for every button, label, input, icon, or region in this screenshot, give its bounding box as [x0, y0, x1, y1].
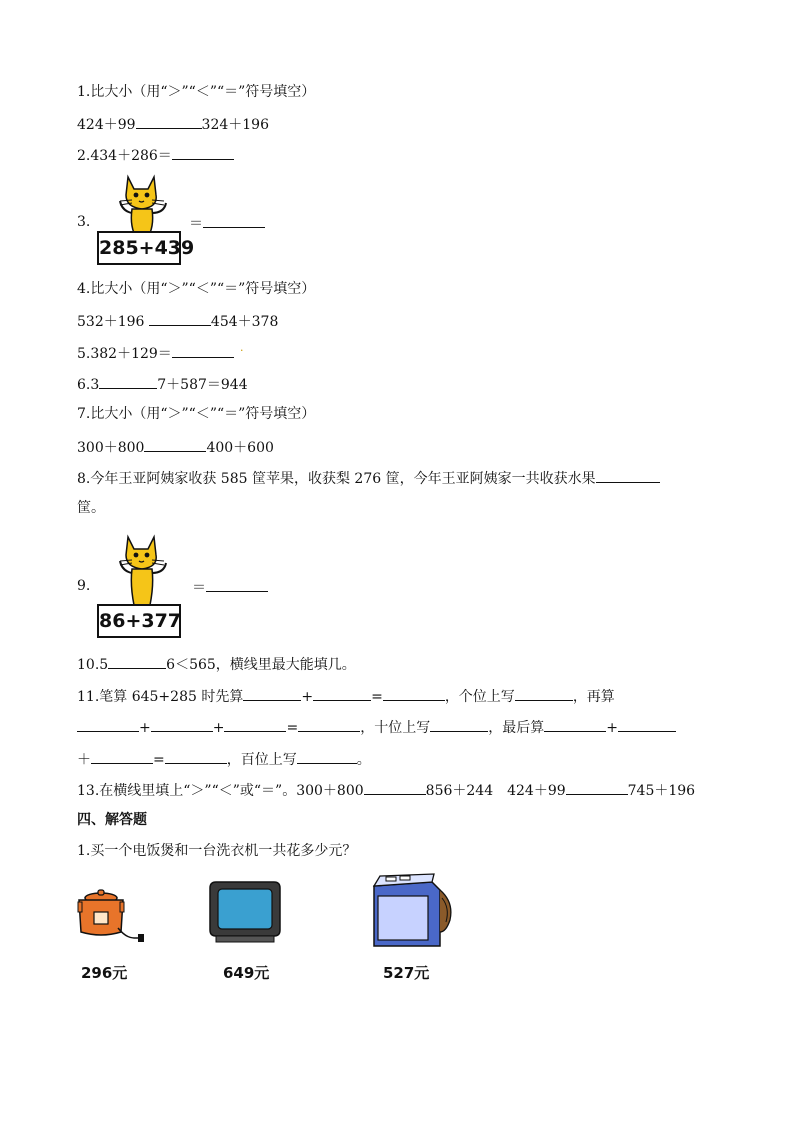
- q10-answer-blank[interactable]: [108, 653, 166, 669]
- q7-title: 7.比大小（用“＞”“＜”“＝”符号填空）: [77, 406, 316, 422]
- q11-last-label: ，最后算: [488, 720, 545, 736]
- q6-line: [77, 373, 248, 395]
- q1-right: 324＋196: [201, 117, 269, 133]
- q3-num: 3.: [77, 214, 91, 230]
- q8-text: 8.今年王亚阿姨家收获 585 筐苹果，收获梨 276 筐，今年王亚阿姨家一共收获水果: [77, 471, 596, 487]
- washing-machine-price: 527元: [383, 964, 430, 982]
- q1-left: 424＋99: [77, 117, 136, 133]
- q2-answer-blank[interactable]: [172, 144, 234, 160]
- q7-right: 400＋600: [206, 440, 274, 456]
- q11-then-label: ，再算: [572, 689, 615, 705]
- q11-blank-14[interactable]: [297, 748, 357, 764]
- q2-text: 2.434＋286＝: [77, 148, 172, 164]
- tv-price: 649元: [223, 964, 270, 982]
- washing-machine-icon: [366, 872, 454, 950]
- q7-left: 300＋800: [77, 440, 145, 456]
- q4-compare: [77, 310, 278, 332]
- q6-pre: 6.3: [77, 377, 100, 393]
- q5-answer-blank[interactable]: [172, 342, 234, 358]
- q11-line2: [77, 716, 676, 738]
- q8-line2: 筐。: [77, 500, 105, 516]
- q11-line3: [77, 748, 371, 770]
- q10-line: [77, 653, 356, 675]
- q9-answer-blank[interactable]: [206, 576, 268, 592]
- q11-blank-10[interactable]: [544, 716, 606, 732]
- q9-answer-line: [192, 576, 268, 598]
- q11-plus: +: [212, 720, 225, 736]
- q8-answer-blank[interactable]: [596, 467, 660, 483]
- q11-end: 。: [356, 752, 371, 768]
- q11-lead-plus: ＋: [77, 752, 91, 768]
- q11-blank-8[interactable]: [298, 716, 360, 732]
- q13-text: 13.在横线里填上“＞”“＜”或“＝”。300＋800: [77, 783, 364, 799]
- q3-answer-blank[interactable]: [203, 212, 265, 228]
- cat-icon: [112, 171, 174, 233]
- stray-mark-icon: ·: [240, 344, 244, 357]
- cat-icon: [112, 531, 174, 605]
- rice-cooker-price: 296元: [81, 964, 128, 982]
- rice-cooker-icon: [74, 888, 150, 954]
- q3-answer-line: [189, 212, 265, 234]
- q11-blank-11[interactable]: [618, 716, 676, 732]
- q4-right: 454＋378: [210, 314, 279, 330]
- q9-expression-board: 86+377: [97, 604, 181, 638]
- q13-blank-2[interactable]: [566, 779, 628, 795]
- q9-num: 9.: [77, 578, 91, 594]
- q4-title: 4.比大小（用“＞”“＜”“＝”符号填空）: [77, 281, 316, 297]
- q6-post: 7＋587＝944: [157, 377, 248, 393]
- q11-equals: =: [153, 752, 165, 768]
- problem-1-text: 1.买一个电饭煲和一台洗衣机一共花多少元？: [77, 843, 357, 859]
- q11-plus: +: [139, 720, 151, 736]
- q11-blank-12[interactable]: [91, 748, 153, 764]
- q13-mid: 856＋244 424＋99: [425, 783, 566, 799]
- q2-line: [77, 144, 234, 166]
- tv-icon: [206, 880, 284, 944]
- q10-post: 6＜565，横线里最大能填几。: [166, 657, 356, 673]
- q11-blank-3[interactable]: [383, 685, 445, 701]
- q11-tens-label: ，十位上写: [360, 720, 431, 736]
- q7-answer-blank[interactable]: [144, 436, 206, 452]
- section-title: 四、解答题: [77, 812, 147, 828]
- q4-answer-blank[interactable]: [149, 310, 211, 326]
- q13-line: [77, 779, 695, 801]
- q3-expression-board: 285+439: [97, 231, 181, 265]
- q11-blank-9[interactable]: [430, 716, 488, 732]
- q8-line1: [77, 467, 660, 489]
- q11-equals: =: [286, 720, 299, 736]
- q11-blank-2[interactable]: [313, 685, 371, 701]
- q11-equals: =: [371, 689, 383, 705]
- q11-hundreds-label: ，百位上写: [226, 752, 297, 768]
- q4-left: 532＋196: [77, 314, 145, 330]
- q9-equals: ＝: [192, 580, 206, 596]
- q11-blank-5[interactable]: [77, 716, 139, 732]
- q7-compare: [77, 436, 274, 458]
- q11-blank-6[interactable]: [151, 716, 213, 732]
- q13-end: 745＋196: [627, 783, 696, 799]
- q3-equals: ＝: [189, 216, 203, 232]
- q11-ones-label: ，个位上写: [444, 689, 515, 705]
- q1-answer-blank[interactable]: [136, 113, 202, 129]
- q1-title: 1.比大小（用“＞”“＜”“＝”符号填空）: [77, 84, 316, 100]
- q5-line: [77, 342, 234, 364]
- q10-pre: 10.5: [77, 657, 109, 673]
- q1-compare: [77, 113, 269, 135]
- q11-blank-1[interactable]: [243, 685, 301, 701]
- q11-blank-13[interactable]: [165, 748, 227, 764]
- q11-plus: +: [606, 720, 618, 736]
- q6-answer-blank[interactable]: [99, 373, 157, 389]
- q11-intro: 11.笔算 645+285 时先算: [77, 689, 244, 705]
- q13-blank-1[interactable]: [364, 779, 426, 795]
- q11-line1: [77, 685, 615, 707]
- q11-blank-7[interactable]: [224, 716, 286, 732]
- q11-blank-4[interactable]: [515, 685, 573, 701]
- q5-text: 5.382＋129＝: [77, 346, 172, 362]
- q11-plus: +: [301, 689, 314, 705]
